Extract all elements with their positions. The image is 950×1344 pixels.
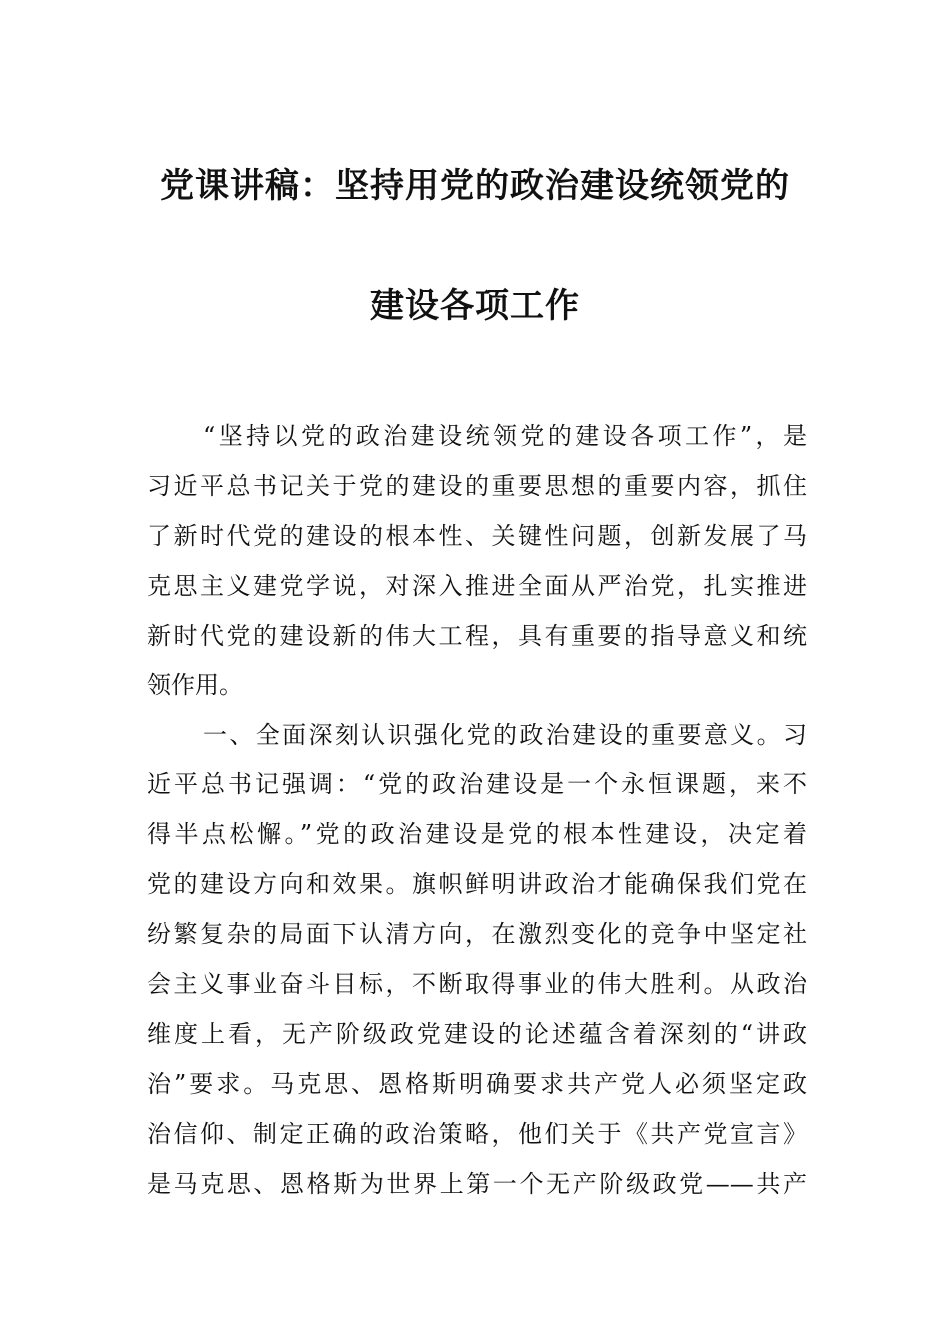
paragraph-line: 得半点松懈。”党的政治建设是党的根本性建设，决定着	[147, 820, 807, 848]
paragraph-line: 治”要求。马克思、恩格斯明确要求共产党人必须坚定政	[147, 1070, 807, 1098]
paragraph-line: 一、全面深刻认识强化党的政治建设的重要意义。习	[203, 721, 807, 749]
paragraph-line: 纷繁复杂的局面下认清方向，在激烈变化的竞争中坚定社	[147, 920, 807, 948]
paragraph-line: 领作用。	[147, 671, 243, 699]
paragraph-line: 克思主义建党学说，对深入推进全面从严治党，扎实推进	[147, 572, 807, 600]
paragraph-line: “坚持以党的政治建设统领党的建设各项工作”，是	[203, 422, 807, 450]
paragraph-line: 治信仰、制定正确的政治策略，他们关于《共产党宣言》	[147, 1120, 807, 1148]
document-title-line-1: 党课讲稿：坚持用党的政治建设统领党的	[160, 166, 790, 206]
paragraph-line: 会主义事业奋斗目标，不断取得事业的伟大胜利。从政治	[147, 970, 807, 998]
paragraph-line: 维度上看，无产阶级政党建设的论述蕴含着深刻的“讲政	[147, 1020, 807, 1048]
paragraph-line: 了新时代党的建设的根本性、关键性问题，创新发展了马	[147, 522, 807, 550]
paragraph-line: 新时代党的建设新的伟大工程，具有重要的指导意义和统	[147, 622, 807, 650]
document-title-line-2: 建设各项工作	[370, 286, 580, 326]
paragraph-line: 党的建设方向和效果。旗帜鲜明讲政治才能确保我们党在	[147, 870, 807, 898]
paragraph-line: 近平总书记强调：“党的政治建设是一个永恒课题，来不	[147, 770, 807, 798]
paragraph-line: 是马克思、恩格斯为世界上第一个无产阶级政党——共产	[147, 1170, 807, 1198]
paragraph-line: 习近平总书记关于党的建设的重要思想的重要内容，抓住	[147, 472, 807, 500]
